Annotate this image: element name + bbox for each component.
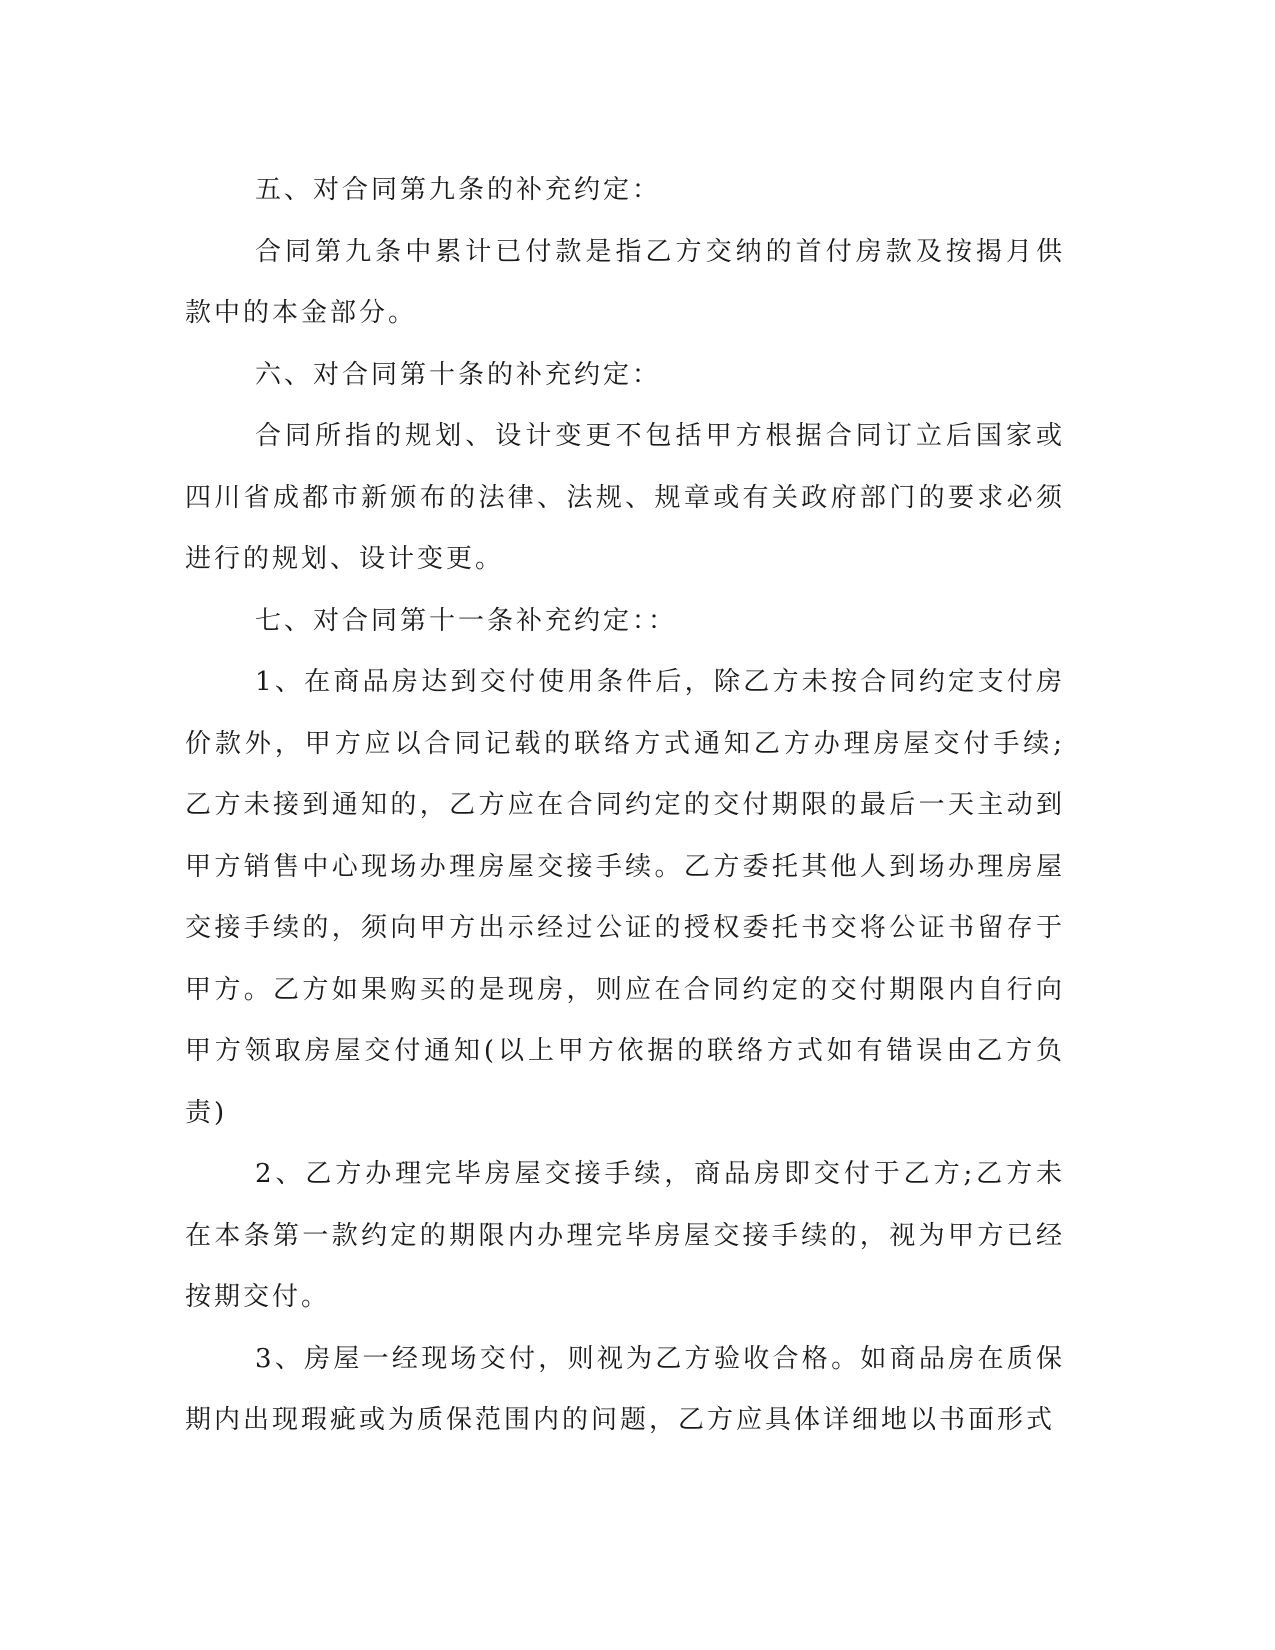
document-body (185, 160, 1065, 1452)
paragraph-clause-10: 合同所指的规划、设计变更不包括甲方根据合同订立后国家或四川省成都市新颁布的法律、法规、规章或有关政府部门的要求必须进行的规划、设计变更。 (185, 421, 1065, 574)
paragraph-clause-9: 合同第九条中累计已付款是指乙方交纳的首付房款及按揭月供款中的本金部分。 (185, 236, 1065, 328)
heading-clause-10: 六、对合同第十条的补充约定： (255, 359, 662, 390)
paragraph-clause-11-item-3: 3、房屋一经现场交付，则视为乙方验收合格。如商品房在质保期内出现瑕疵或为质保范围内的问题，乙方应具体详细地以书面形式 (185, 1343, 1065, 1435)
paragraph-clause-11-item-1: 1、在商品房达到交付使用条件后，除乙方未按合同约定支付房价款外，甲方应以合同记载的联络方式通知乙方办理房屋交付手续;乙方未接到通知的，乙方应在合同约定的交付期限的最后一天主动到甲方销售中心现场办理房屋交接手续。乙方委托其他人到场办理房屋交接手续的，须向甲方出示经过公证的授权委托书交将公证书留存于甲方。乙方如果购买的是现房，则应在合同约定的交付期限内自行向甲方领取房屋交付通知(以上甲方依据的联络方式如有错误由乙方负责) (185, 667, 1065, 1128)
paragraph-clause-11-item-2: 2、乙方办理完毕房屋交接手续，商品房即交付于乙方;乙方未在本条第一款约定的期限内办理完毕房屋交接手续的，视为甲方已经按期交付。 (185, 1159, 1065, 1312)
heading-clause-11: 七、对合同第十一条补充约定：： (255, 605, 678, 636)
heading-clause-9: 五、对合同第九条的补充约定： (255, 175, 662, 205)
